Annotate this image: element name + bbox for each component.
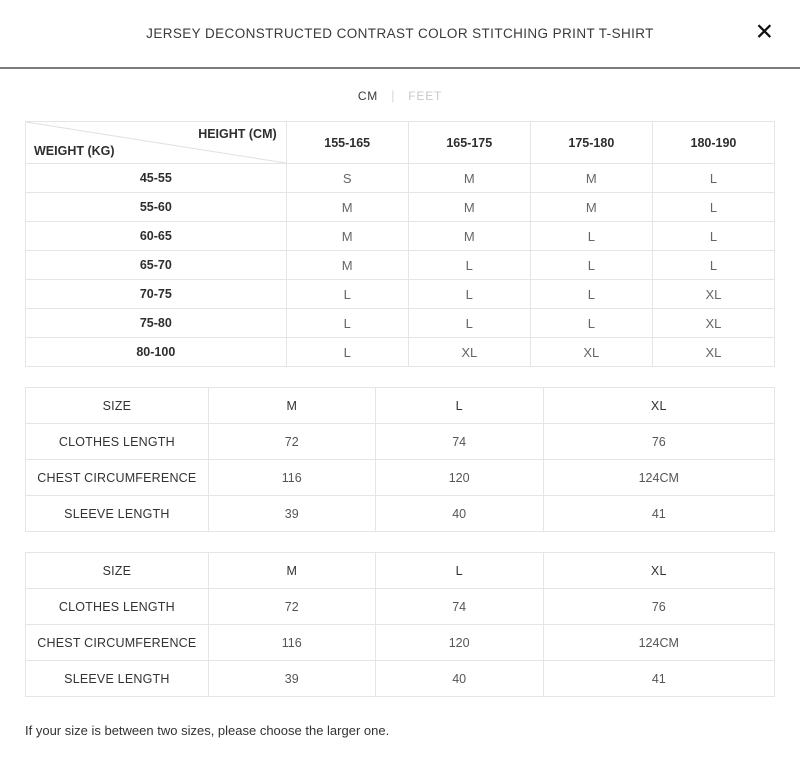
matrix-size-cell: M xyxy=(286,251,408,280)
matrix-size-cell: L xyxy=(286,338,408,367)
size-column: M xyxy=(208,388,375,424)
page-title: JERSEY DECONSTRUCTED CONTRAST COLOR STITCHING PRINT T-SHIRT xyxy=(146,26,654,41)
matrix-height-col: 180-190 xyxy=(652,122,774,164)
measurement-value: 124CM xyxy=(543,460,774,496)
table-row xyxy=(26,309,775,338)
matrix-weight-label: 75-80 xyxy=(26,309,287,338)
table-row xyxy=(26,625,775,661)
matrix-size-cell: L xyxy=(286,309,408,338)
measurement-value: 76 xyxy=(543,424,774,460)
measurement-value: 120 xyxy=(375,625,543,661)
matrix-weight-axis-label: WEIGHT (KG) xyxy=(34,144,115,158)
matrix-size-cell: L xyxy=(530,251,652,280)
matrix-height-col: 175-180 xyxy=(530,122,652,164)
table-row xyxy=(26,661,775,697)
matrix-corner-cell xyxy=(26,122,287,164)
measurement-row-label: CHEST CIRCUMFERENCE xyxy=(26,625,209,661)
measurement-table xyxy=(25,387,775,532)
matrix-weight-label: 60-65 xyxy=(26,222,287,251)
measurement-value: 116 xyxy=(208,460,375,496)
size-header-label: SIZE xyxy=(26,553,209,589)
matrix-weight-label: 55-60 xyxy=(26,193,287,222)
table-row xyxy=(26,424,775,460)
size-matrix-table xyxy=(25,121,775,367)
measurement-value: 76 xyxy=(543,589,774,625)
matrix-size-cell: L xyxy=(408,280,530,309)
measurement-value: 39 xyxy=(208,661,375,697)
measurement-value: 72 xyxy=(208,589,375,625)
size-column: L xyxy=(375,553,543,589)
measurement-value: 74 xyxy=(375,424,543,460)
matrix-size-cell: L xyxy=(286,280,408,309)
measurement-value: 41 xyxy=(543,496,774,532)
measurement-value: 40 xyxy=(375,496,543,532)
measurement-value: 124CM xyxy=(543,625,774,661)
measurement-row-label: SLEEVE LENGTH xyxy=(26,661,209,697)
unit-option-cm[interactable]: CM xyxy=(357,88,379,103)
table-row xyxy=(26,338,775,367)
matrix-size-cell: M xyxy=(530,193,652,222)
matrix-height-col: 155-165 xyxy=(286,122,408,164)
unit-option-feet[interactable]: FEET xyxy=(408,88,443,103)
matrix-size-cell: L xyxy=(408,251,530,280)
measurement-value: 72 xyxy=(208,424,375,460)
table-row xyxy=(26,193,775,222)
measurement-value: 116 xyxy=(208,625,375,661)
measurement-value: 39 xyxy=(208,496,375,532)
matrix-size-cell: XL xyxy=(530,338,652,367)
size-advice-note: If your size is between two sizes, please choose the larger one. xyxy=(25,723,390,738)
table-row xyxy=(26,280,775,309)
size-column: XL xyxy=(543,388,774,424)
measurement-table xyxy=(25,552,775,697)
matrix-size-cell: L xyxy=(652,164,774,193)
measurement-row-label: SLEEVE LENGTH xyxy=(26,496,209,532)
matrix-height-axis-label: HEIGHT (CM) xyxy=(198,127,277,141)
table-row xyxy=(26,164,775,193)
table-row xyxy=(26,251,775,280)
unit-toggle xyxy=(0,88,800,103)
measurement-value: 41 xyxy=(543,661,774,697)
matrix-size-cell: XL xyxy=(652,280,774,309)
size-header-label: SIZE xyxy=(26,388,209,424)
matrix-size-cell: L xyxy=(530,222,652,251)
matrix-size-cell: L xyxy=(652,222,774,251)
matrix-size-cell: L xyxy=(530,280,652,309)
matrix-weight-label: 80-100 xyxy=(26,338,287,367)
measurement-row-label: CLOTHES LENGTH xyxy=(26,424,209,460)
matrix-height-col: 165-175 xyxy=(408,122,530,164)
size-column: L xyxy=(375,388,543,424)
matrix-size-cell: XL xyxy=(652,338,774,367)
matrix-weight-label: 45-55 xyxy=(26,164,287,193)
table-row xyxy=(26,589,775,625)
measurement-value: 40 xyxy=(375,661,543,697)
matrix-size-cell: M xyxy=(530,164,652,193)
size-column: XL xyxy=(543,553,774,589)
table-row xyxy=(26,496,775,532)
matrix-size-cell: M xyxy=(286,193,408,222)
matrix-size-cell: L xyxy=(652,251,774,280)
matrix-weight-label: 70-75 xyxy=(26,280,287,309)
matrix-size-cell: XL xyxy=(408,338,530,367)
matrix-size-cell: M xyxy=(408,164,530,193)
matrix-size-cell: L xyxy=(530,309,652,338)
matrix-size-cell: L xyxy=(652,193,774,222)
matrix-weight-label: 65-70 xyxy=(26,251,287,280)
matrix-header-row xyxy=(26,122,775,164)
table-row xyxy=(26,388,775,424)
measurement-value: 120 xyxy=(375,460,543,496)
matrix-size-cell: L xyxy=(408,309,530,338)
matrix-size-cell: XL xyxy=(652,309,774,338)
table-row xyxy=(26,460,775,496)
unit-toggle-separator: | xyxy=(391,88,396,103)
measurement-value: 74 xyxy=(375,589,543,625)
modal-header xyxy=(0,0,800,69)
modal-content xyxy=(0,121,800,697)
table-row xyxy=(26,222,775,251)
matrix-size-cell: M xyxy=(286,222,408,251)
matrix-size-cell: M xyxy=(408,193,530,222)
size-column: M xyxy=(208,553,375,589)
close-icon[interactable]: ✕ xyxy=(754,18,774,45)
matrix-size-cell: S xyxy=(286,164,408,193)
matrix-size-cell: M xyxy=(408,222,530,251)
measurement-row-label: CHEST CIRCUMFERENCE xyxy=(26,460,209,496)
table-row xyxy=(26,553,775,589)
measurement-row-label: CLOTHES LENGTH xyxy=(26,589,209,625)
